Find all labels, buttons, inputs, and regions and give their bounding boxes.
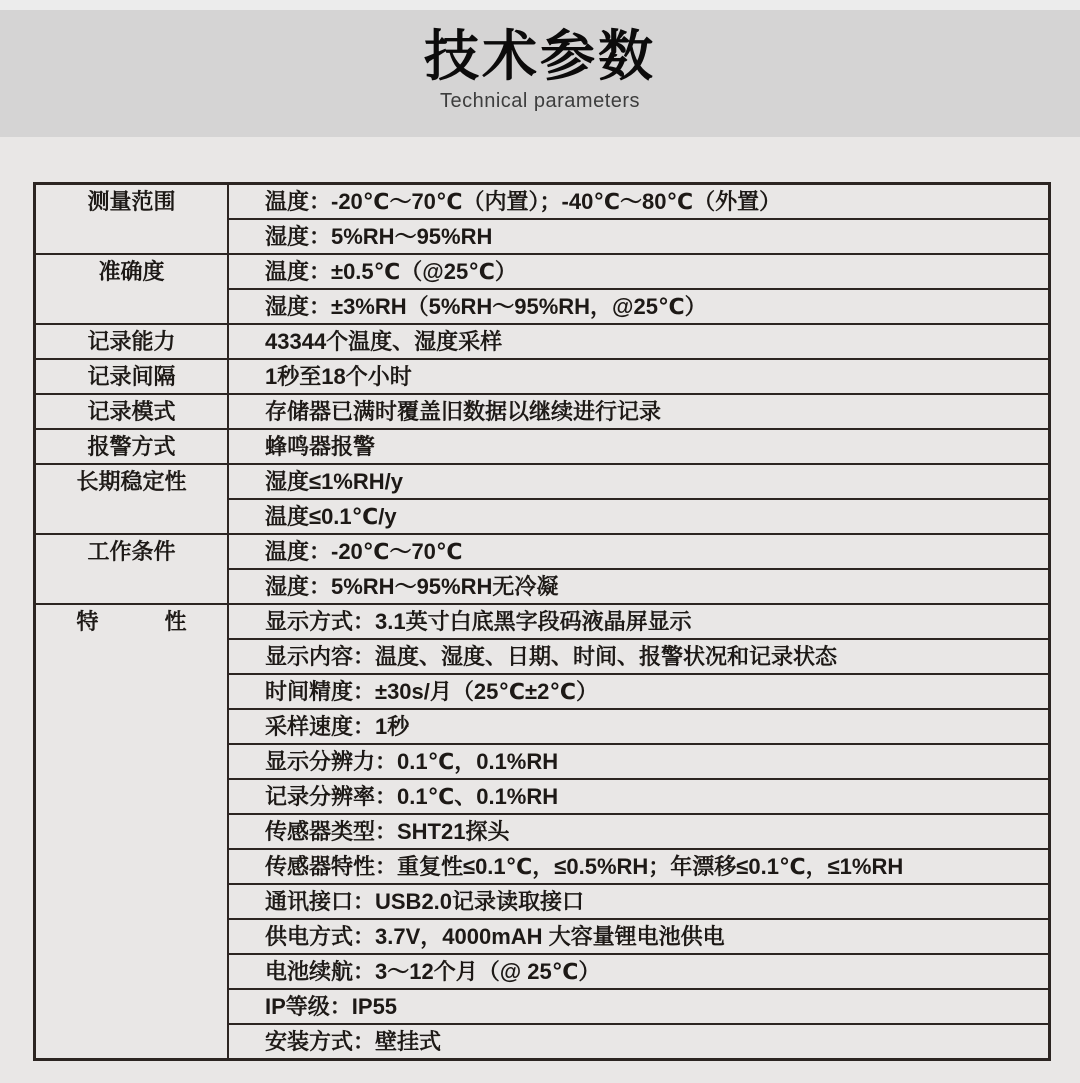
spec-value-cell: 43344个温度、湿度采样 [228,324,1050,359]
spec-value-cell: 通讯接口：USB2.0记录读取接口 [228,884,1050,919]
top-strip [0,0,1080,10]
table-row [35,254,1050,289]
spec-category-cell: 测量范围 [35,184,229,255]
spec-value-cell: 温度≤0.1℃/y [228,499,1050,534]
spec-value-cell: 传感器类型：SHT21探头 [228,814,1050,849]
spec-value-cell: 电池续航：3～12个月（@ 25℃） [228,954,1050,989]
spec-value-cell: 显示内容：温度、湿度、日期、时间、报警状况和记录状态 [228,639,1050,674]
spec-table [33,182,1051,1061]
table-row [35,429,1050,464]
spec-category-cell: 记录模式 [35,394,229,429]
table-row [35,464,1050,499]
table-row [35,184,1050,220]
spec-value-cell: 传感器特性：重复性≤0.1℃，≤0.5%RH；年漂移≤0.1℃，≤1%RH [228,849,1050,884]
table-row [35,534,1050,569]
spec-value-cell: 湿度：5%RH～95%RH无冷凝 [228,569,1050,604]
table-row [35,604,1050,639]
spec-value-cell: 显示方式：3.1英寸白底黑字段码液晶屏显示 [228,604,1050,639]
spec-category-cell: 记录能力 [35,324,229,359]
spec-value-cell: 温度：-20℃～70℃ [228,534,1050,569]
spec-category-cell: 记录间隔 [35,359,229,394]
spec-category-cell: 准确度 [35,254,229,324]
spec-value-cell: 安装方式：壁挂式 [228,1024,1050,1060]
spec-value-cell: 记录分辨率：0.1℃、0.1%RH [228,779,1050,814]
spec-value-cell: 温度：-20℃～70℃（内置）；-40℃～80℃（外置） [228,184,1050,220]
spec-category-cell: 长期稳定性 [35,464,229,534]
spec-category-cell: 特 性 [35,604,229,1060]
spec-category-cell: 工作条件 [35,534,229,604]
spec-value-cell: 存储器已满时覆盖旧数据以继续进行记录 [228,394,1050,429]
spec-value-cell: 蜂鸣器报警 [228,429,1050,464]
spec-category-cell: 报警方式 [35,429,229,464]
spec-value-cell: 温度：±0.5℃（@25℃） [228,254,1050,289]
spec-value-cell: 供电方式：3.7V，4000mAH 大容量锂电池供电 [228,919,1050,954]
table-row [35,394,1050,429]
spec-value-cell: 时间精度：±30s/月（25℃±2℃） [228,674,1050,709]
spec-value-cell: 1秒至18个小时 [228,359,1050,394]
spec-value-cell: 湿度：±3%RH（5%RH～95%RH，@25℃） [228,289,1050,324]
table-row [35,324,1050,359]
spec-value-cell: IP等级：IP55 [228,989,1050,1024]
spec-value-cell: 湿度≤1%RH/y [228,464,1050,499]
spec-value-cell: 湿度：5%RH～95%RH [228,219,1050,254]
table-row [35,359,1050,394]
spec-value-cell: 显示分辨力：0.1℃，0.1%RH [228,744,1050,779]
spec-table-body [35,184,1050,1060]
header-band [0,10,1080,137]
page-subtitle: Technical parameters [439,90,641,112]
spec-value-cell: 采样速度：1秒 [228,709,1050,744]
page-title: 技术参数 [423,25,656,87]
